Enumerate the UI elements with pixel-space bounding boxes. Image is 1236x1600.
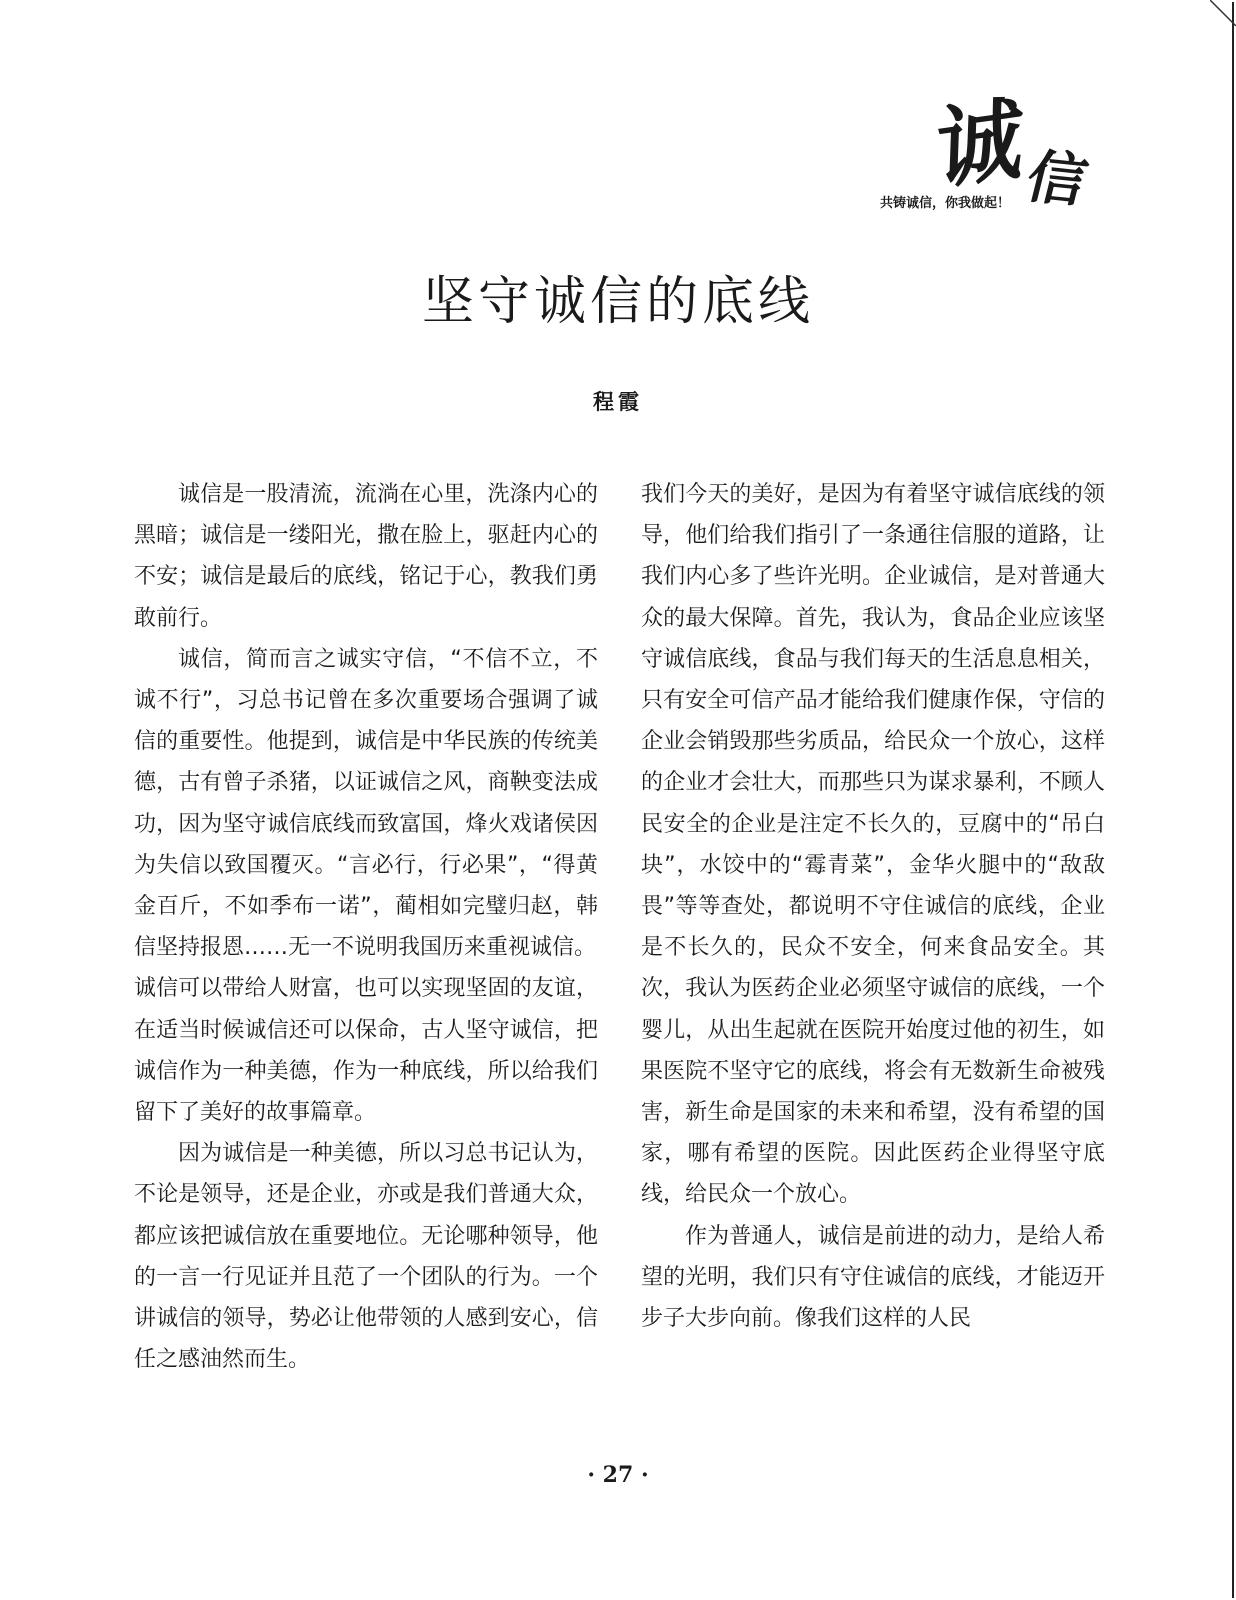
paragraph: 因为诚信是一种美德，所以习总书记认为，不论是领导，还是企业，亦或是我们普通大众，都应该把诚信放在重要地位。无论哪种领导，他的一言一行见证并且范了一个团队的行为。一个讲诚信的领导，势必让他带领的人感到安心，信任之感油然而生。 (134, 1141, 598, 1373)
paragraph: 我们今天的美好，是因为有着坚守诚信底线的领导，他们给我们指引了一条通往信服的道路，让我们内心多了些许光明。企业诚信，是对普通大众的最大保障。首先，我认为，食品企业应该坚守诚信底线，食品与我们每天的生活息息相关，只有安全可信产品才能给我们健康作保，守信的企业会销毁那些劣质品，给民众一个放心，这样的企业才会壮大，而那些只为谋求暴利，不顾人民安全的企业是注定不长久的，豆腐中的“吊白块”，水饺中的“霉青菜”，金华火腿中的“敌敌畏”等等查处，都说明不守住诚信的底线，企业是不长久的，民众不安全，何来食品安全。其次，我认为医药企业必须坚守诚信的底线，一个婴儿，从出生起就在医院开始度过他的初生，如果医院不坚守它的底线，将会有无数新生命被残害，新生命是国家的未来和希望，没有希望的国家，哪有希望的医院。因此医药企业得坚守底线，给民众一个放心。 (641, 482, 1105, 1208)
article-title: 坚守诚信的底线 (421, 272, 814, 332)
page-number: · 27 · (587, 1462, 649, 1488)
paragraph: 作为普通人，诚信是前进的动力，是给人希望的光明，我们只有守住诚信的底线，才能迈开步子大步向前。像我们这样的人民 (641, 1223, 1105, 1332)
paragraph: 诚信可以带给人财富，也可以实现坚固的友谊，在适当时候诚信还可以保命，古人坚守诚信，把诚信作为一种美德，作为一种底线，所以给我们留下了美好的故事篇章。 (134, 976, 598, 1126)
column-header (880, 85, 1110, 220)
left-column (134, 474, 598, 1380)
right-column (641, 474, 1105, 1339)
paragraph: 诚信是一股清流，流淌在心里，洗涤内心的黑暗；诚信是一缕阳光，撒在脸上，驱赶内心的不安；诚信是最后的底线，铭记于心，教我们勇敢前行。 (134, 482, 598, 631)
header-slogan: 共铸诚信，你我做起！ (880, 196, 1011, 211)
paragraph: 诚信，简而言之诚实守信，“不信不立，不诚不行”，习总书记曾在多次重要场合强调了诚信的重要性。他提到，诚信是中华民族的传统美德，古有曾子杀猪，以证诚信之风，商鞅变法成功，因为坚守诚信底线而致富国，烽火戏诸侯因为失信以致国覆灭。“言必行，行必果”，“得黄金百斤，不如季布一诺”，蔺相如完璧归赵，韩信坚持报恩……无一不说明我国历来重视诚信。 (134, 646, 598, 961)
header-logo-char-1: 诚 (934, 85, 1022, 203)
crop-mark (1210, 0, 1236, 26)
article-author: 程霞 (593, 389, 643, 414)
header-logo-char-2: 信 (1019, 142, 1095, 216)
